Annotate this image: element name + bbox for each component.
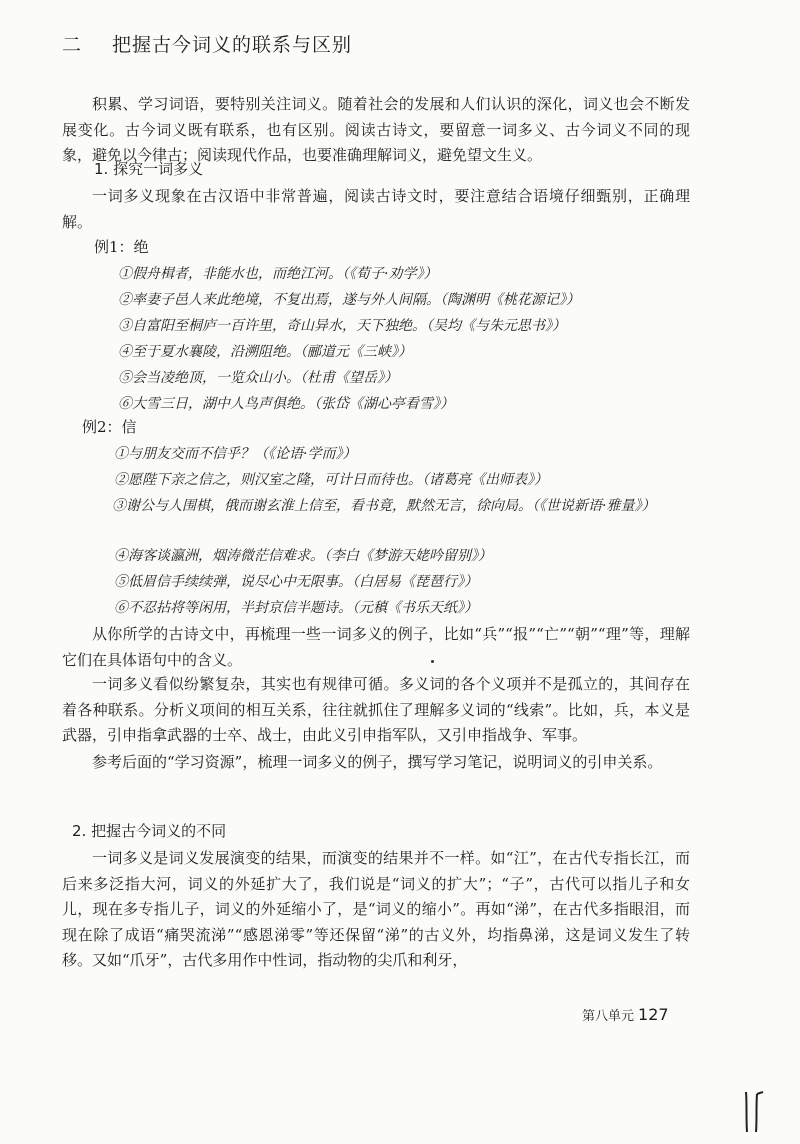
practice-paragraph: 从你所学的古诗文中，再梳理一些一词多义的例子，比如“兵”“报”“亡”“朝”“理”等，理解它们在具体语句中的含义。 <box>62 625 690 669</box>
example1-label: 例1：绝 <box>94 238 149 256</box>
example2-item: ⑥不忍拈将等闲用，半封京信半题诗。（元稹《书乐天纸》） <box>114 600 478 616</box>
example1-item: ⑥大雪三日，湖中人鸟声俱绝。（张岱《湖心亭看雪》） <box>118 396 454 412</box>
part2-title: 2. 把握古今词义的不同 <box>72 822 227 840</box>
unit-label: 第八单元 <box>582 1009 635 1024</box>
example2-label: 例2：信 <box>82 418 137 436</box>
intro-paragraph: 积累、学习词语，要特别关注词义。随着社会的发展和人们认识的深化，词义也会不断发展变化。古今词义既有联系，也有区别。阅读古诗文，要留意一词多义、古今词义不同的现象，避免以今律古；阅读现代作品，也要准确理解词义，避免望文生义。 <box>62 95 690 164</box>
example1-item: ④至于夏水襄陵，沿溯阻绝。（郦道元《三峡》） <box>118 344 412 360</box>
page-footer <box>582 1005 669 1024</box>
explanation-paragraph: 一词多义看似纷繁复杂，其实也有规律可循。多义词的各个义项并不是孤立的，其间存在着各种联系。分析义项间的相互关系，往往就抓住了理解多义词的“线索”。比如，兵，本义是武器，引申指拿武器的士卒、战士，由此义引申指军队，又引申指战争、军事。 <box>62 675 690 744</box>
section-number: 二 <box>62 34 83 56</box>
part1-paragraph: 一词多义现象在古汉语中非常普遍，阅读古诗文时，要注意结合语境仔细甄别，正确理解。 <box>62 187 690 231</box>
example1-item: ⑤会当凌绝顶，一览众山小。（杜甫《望岳》） <box>118 370 398 386</box>
page-number: 127 <box>638 1005 669 1024</box>
example1-item: ②率妻子邑人来此绝境，不复出焉，遂与外人间隔。（陶渊明《桃花源记》） <box>118 292 580 308</box>
example2-item: ④海客谈瀛洲，烟涛微茫信难求。（李白《梦游天姥吟留别》） <box>114 548 492 564</box>
assignment-paragraph: 参考后面的“学习资源”，梳理一词多义的例子，撰写学习笔记，说明词义的引申关系。 <box>92 753 663 771</box>
example1-item: ③自富阳至桐庐一百许里，奇山异水，天下独绝。（吴均《与朱元思书》） <box>118 318 566 334</box>
section-heading <box>62 30 352 57</box>
example2-item: ③谢公与人围棋，俄而谢玄淮上信至，看书竟，默然无言，徐向局。（《世说新语·雅量》） <box>112 498 656 514</box>
section-title: 把握古今词义的联系与区别 <box>112 34 353 56</box>
part2-paragraph: 一词多义是词义发展演变的结果，而演变的结果并不一样。如“江”，在古代专指长江，而后来多泛指大河，词义的外延扩大了，我们说是“词义的扩大”；“子”，古代可以指儿子和女儿，现在多专指儿子，词义的外延缩小了，是“词义的缩小”。再如“涕”，在古代多指眼泪，而现在除了成语“痛哭流涕”“感恩涕零”等还保留“涕”的古义外，均指鼻涕，这是词义发生了转移。又如“爪牙”，古代多用作中性词，指动物的尖爪和利牙， <box>62 849 690 969</box>
example2-item: ⑤低眉信手续续弹，说尽心中无限事。（白居易《琵琶行》） <box>114 574 478 590</box>
stray-mark <box>431 660 434 663</box>
example1-item: ①假舟楫者，非能水也，而绝江河。（《荀子·劝学》） <box>118 266 438 282</box>
part1-title: 1. 探究一词多义 <box>94 160 204 178</box>
example2-item: ①与朋友交而不信乎？（《论语·学而》） <box>114 446 357 462</box>
example2-item: ②愿陛下亲之信之，则汉室之隆，可计日而待也。（诸葛亮《出师表》） <box>114 472 548 488</box>
handwritten-mark <box>742 1090 764 1134</box>
